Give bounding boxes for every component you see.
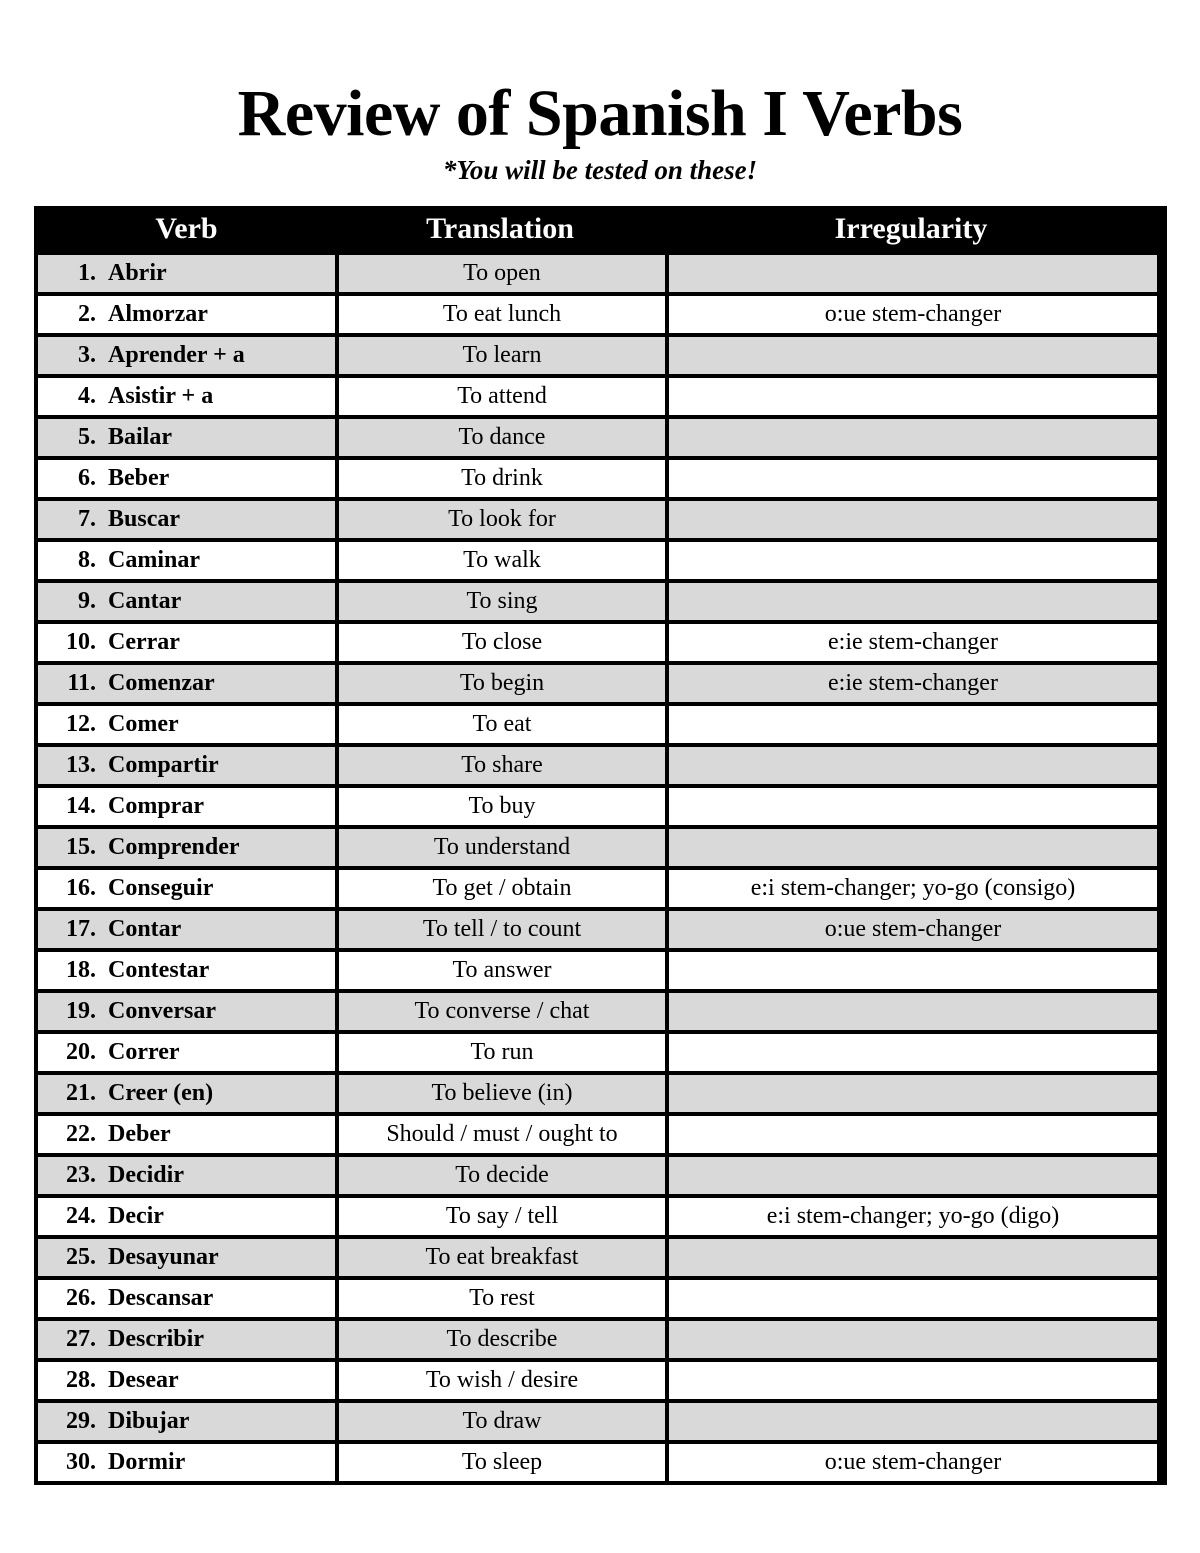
row-number: 13. [66, 752, 96, 778]
verb-cell [38, 993, 335, 1030]
table-row [38, 1034, 1163, 1071]
irregularity-cell [669, 788, 1157, 825]
irregularity-cell [669, 255, 1157, 292]
verb-cell [38, 1157, 335, 1194]
verb-cell [38, 1362, 335, 1399]
irregularity-cell: e:i stem-changer; yo-go (consigo) [669, 870, 1157, 907]
row-number: 27. [66, 1326, 96, 1352]
verb-cell [38, 911, 335, 948]
irregularity-cell [669, 1034, 1157, 1071]
verb-text: Abrir [108, 260, 167, 286]
verb-text: Bailar [108, 424, 172, 450]
verb-text: Deber [108, 1121, 171, 1147]
table-row [38, 665, 1163, 702]
irregularity-cell [669, 1157, 1157, 1194]
table-row [38, 1239, 1163, 1276]
verb-text: Beber [108, 465, 170, 491]
verb-cell [38, 542, 335, 579]
table-row [38, 1157, 1163, 1194]
verb-cell [38, 296, 335, 333]
row-number: 18. [66, 957, 96, 983]
row-number: 22. [66, 1121, 96, 1147]
irregularity-cell: e:i stem-changer; yo-go (digo) [669, 1198, 1157, 1235]
translation-cell: Should / must / ought to [339, 1116, 665, 1153]
table-row [38, 296, 1163, 333]
row-number: 5. [78, 424, 96, 450]
translation-cell: To believe (in) [339, 1075, 665, 1112]
table-row [38, 583, 1163, 620]
verb-cell [38, 829, 335, 866]
row-number: 12. [66, 711, 96, 737]
row-number: 15. [66, 834, 96, 860]
irregularity-cell [669, 1321, 1157, 1358]
irregularity-cell: o:ue stem-changer [669, 1444, 1157, 1481]
header-translation: Translation [426, 211, 574, 245]
irregularity-cell [669, 501, 1157, 538]
irregularity-cell [669, 1280, 1157, 1317]
irregularity-cell: e:ie stem-changer [669, 665, 1157, 702]
table-row [38, 706, 1163, 743]
verb-text: Dibujar [108, 1408, 190, 1434]
row-number: 11. [67, 670, 96, 696]
row-number: 3. [78, 342, 96, 368]
verb-text: Conseguir [108, 875, 214, 901]
irregularity-cell [669, 378, 1157, 415]
verb-text: Contar [108, 916, 182, 942]
table-header-row [38, 206, 1163, 251]
translation-cell: To share [339, 747, 665, 784]
verb-text: Desayunar [108, 1244, 219, 1270]
verb-text: Describir [108, 1326, 204, 1352]
verb-text: Almorzar [108, 301, 208, 327]
row-number: 4. [78, 383, 96, 409]
verb-text: Aprender + a [108, 342, 245, 368]
verb-cell [38, 706, 335, 743]
header-irregularity: Irregularity [834, 211, 988, 245]
verb-cell [38, 624, 335, 661]
table-row [38, 1321, 1163, 1358]
irregularity-cell [669, 993, 1157, 1030]
verb-cell [38, 419, 335, 456]
row-number: 19. [66, 998, 96, 1024]
table-row [38, 993, 1163, 1030]
translation-cell: To answer [339, 952, 665, 989]
table-row [38, 1198, 1163, 1235]
translation-cell: To begin [339, 665, 665, 702]
irregularity-cell [669, 583, 1157, 620]
verb-text: Creer (en) [108, 1080, 214, 1106]
table-row [38, 870, 1163, 907]
translation-cell: To attend [339, 378, 665, 415]
verb-cell [38, 747, 335, 784]
header-verb: Verb [155, 211, 218, 245]
irregularity-cell [669, 706, 1157, 743]
translation-cell: To buy [339, 788, 665, 825]
translation-cell: To draw [339, 1403, 665, 1440]
verb-cell [38, 1116, 335, 1153]
irregularity-cell: e:ie stem-changer [669, 624, 1157, 661]
verb-text: Correr [108, 1039, 180, 1065]
verb-cell [38, 952, 335, 989]
verb-cell [38, 1280, 335, 1317]
row-number: 1. [78, 260, 96, 286]
irregularity-cell [669, 747, 1157, 784]
verb-text: Cantar [108, 588, 182, 614]
verb-text: Comprender [108, 834, 240, 860]
verb-text: Comer [108, 711, 179, 737]
table-row [38, 911, 1163, 948]
verb-cell [38, 501, 335, 538]
translation-cell: To understand [339, 829, 665, 866]
irregularity-cell [669, 1362, 1157, 1399]
table-row [38, 1116, 1163, 1153]
table-row [38, 1280, 1163, 1317]
verb-cell [38, 1403, 335, 1440]
row-number: 29. [66, 1408, 96, 1434]
irregularity-cell [669, 337, 1157, 374]
row-number: 10. [66, 629, 96, 655]
irregularity-cell [669, 952, 1157, 989]
row-number: 25. [66, 1244, 96, 1270]
table-row [38, 1362, 1163, 1399]
table-row [38, 1075, 1163, 1112]
verb-cell [38, 255, 335, 292]
verb-text: Dormir [108, 1449, 186, 1475]
row-number: 9. [78, 588, 96, 614]
irregularity-cell [669, 1239, 1157, 1276]
verb-cell [38, 1444, 335, 1481]
row-number: 17. [66, 916, 96, 942]
row-number: 21. [66, 1080, 96, 1106]
verb-cell [38, 788, 335, 825]
verb-cell [38, 1321, 335, 1358]
translation-cell: To rest [339, 1280, 665, 1317]
translation-cell: To describe [339, 1321, 665, 1358]
verb-text: Comprar [108, 793, 204, 819]
verb-cell [38, 1034, 335, 1071]
table-row [38, 255, 1163, 292]
verb-cell [38, 460, 335, 497]
translation-cell: To close [339, 624, 665, 661]
table-row [38, 1403, 1163, 1440]
translation-cell: To sing [339, 583, 665, 620]
page-title: Review of Spanish I Verbs [237, 77, 963, 150]
translation-cell: To wish / desire [339, 1362, 665, 1399]
verb-text: Caminar [108, 547, 200, 573]
table-body [38, 255, 1163, 1481]
row-number: 8. [78, 547, 96, 573]
verb-text: Buscar [108, 506, 180, 532]
verb-text: Descansar [108, 1285, 214, 1311]
table-row [38, 624, 1163, 661]
verb-text: Decidir [108, 1162, 184, 1188]
irregularity-cell [669, 542, 1157, 579]
row-number: 14. [66, 793, 96, 819]
translation-cell: To say / tell [339, 1198, 665, 1235]
translation-cell: To eat [339, 706, 665, 743]
verb-text: Asistir + a [108, 383, 214, 409]
table-row [38, 460, 1163, 497]
table-row [38, 747, 1163, 784]
translation-cell: To decide [339, 1157, 665, 1194]
row-number: 24. [66, 1203, 96, 1229]
row-number: 7. [78, 506, 96, 532]
translation-cell: To open [339, 255, 665, 292]
table-row [38, 829, 1163, 866]
irregularity-cell [669, 1075, 1157, 1112]
row-number: 28. [66, 1367, 96, 1393]
translation-cell: To tell / to count [339, 911, 665, 948]
page-subtitle: *You will be tested on these! [442, 155, 758, 185]
irregularity-cell: o:ue stem-changer [669, 296, 1157, 333]
irregularity-cell [669, 1116, 1157, 1153]
table-row [38, 378, 1163, 415]
translation-cell: To get / obtain [339, 870, 665, 907]
translation-cell: To learn [339, 337, 665, 374]
translation-cell: To run [339, 1034, 665, 1071]
row-number: 16. [66, 875, 96, 901]
row-number: 2. [78, 301, 96, 327]
irregularity-cell [669, 829, 1157, 866]
verb-text: Conversar [108, 998, 216, 1024]
row-number: 20. [66, 1039, 96, 1065]
verb-cell [38, 1075, 335, 1112]
row-number: 6. [78, 465, 96, 491]
irregularity-cell: o:ue stem-changer [669, 911, 1157, 948]
irregularity-cell [669, 460, 1157, 497]
row-number: 26. [66, 1285, 96, 1311]
translation-cell: To converse / chat [339, 993, 665, 1030]
table-row [38, 952, 1163, 989]
table-row [38, 501, 1163, 538]
irregularity-cell [669, 1403, 1157, 1440]
verb-cell [38, 337, 335, 374]
translation-cell: To sleep [339, 1444, 665, 1481]
verb-text: Desear [108, 1367, 179, 1393]
translation-cell: To eat breakfast [339, 1239, 665, 1276]
translation-cell: To walk [339, 542, 665, 579]
table-row [38, 542, 1163, 579]
verb-text: Compartir [108, 752, 219, 778]
verb-cell [38, 1239, 335, 1276]
verb-cell [38, 870, 335, 907]
table-row [38, 337, 1163, 374]
row-number: 23. [66, 1162, 96, 1188]
row-number: 30. [66, 1449, 96, 1475]
translation-cell: To look for [339, 501, 665, 538]
translation-cell: To dance [339, 419, 665, 456]
table-row [38, 788, 1163, 825]
verb-cell [38, 583, 335, 620]
table-row [38, 1444, 1163, 1481]
verb-text: Decir [108, 1203, 164, 1229]
table-row [38, 419, 1163, 456]
translation-cell: To eat lunch [339, 296, 665, 333]
verb-table [34, 206, 1167, 1485]
verb-text: Contestar [108, 957, 210, 983]
verb-cell [38, 665, 335, 702]
translation-cell: To drink [339, 460, 665, 497]
verb-cell [38, 1198, 335, 1235]
verb-text: Cerrar [108, 629, 180, 655]
irregularity-cell [669, 419, 1157, 456]
verb-cell [38, 378, 335, 415]
verb-text: Comenzar [108, 670, 215, 696]
